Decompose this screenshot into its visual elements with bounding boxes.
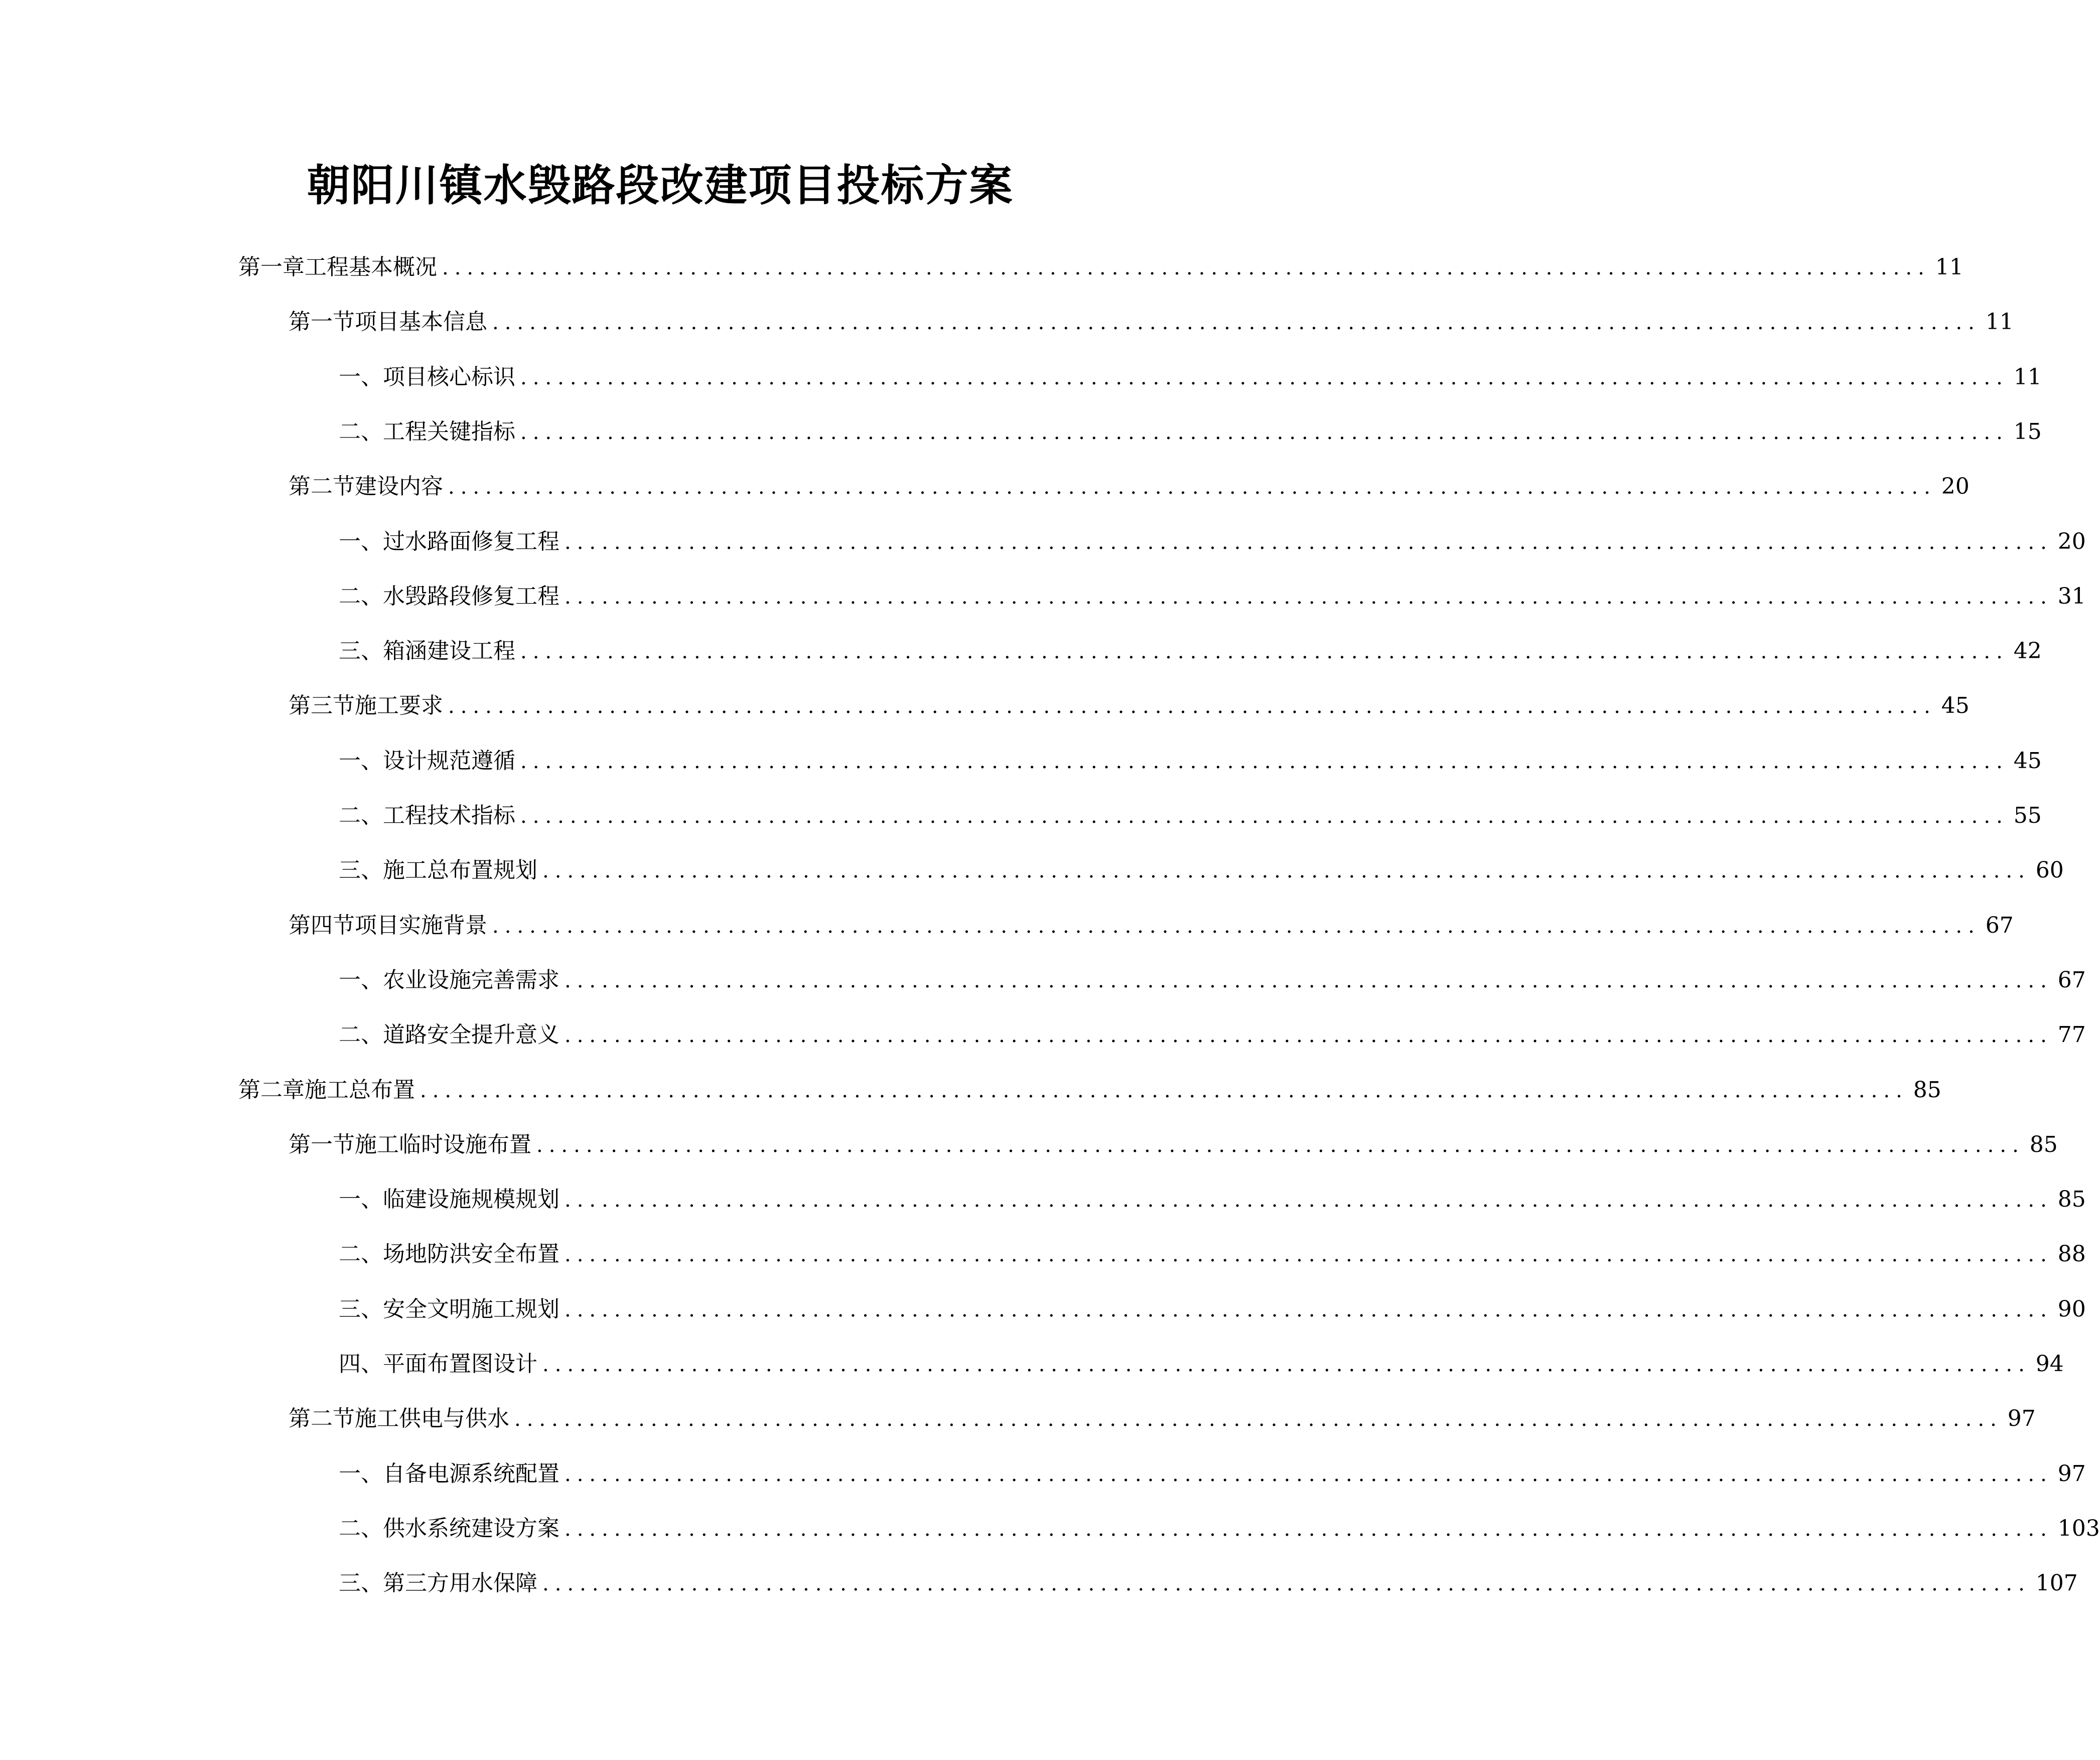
toc-entry-number: 二、 xyxy=(339,803,383,828)
toc-entry-number: 三、 xyxy=(339,638,383,664)
toc-entry[interactable] xyxy=(339,634,2042,669)
toc-entry[interactable] xyxy=(289,908,2014,943)
toc-entry-title: 施工临时设施布置 xyxy=(355,1132,531,1157)
toc-entry-number: 一、 xyxy=(339,1461,383,1487)
toc-entry-title: 项目核心标识 xyxy=(383,364,515,390)
toc-dot-leader: ........................................................................................................................ xyxy=(542,859,2031,883)
toc-entry[interactable] xyxy=(339,1017,2086,1053)
toc-dot-leader: ........................................................................................................................ xyxy=(565,531,2053,554)
toc-entry-title: 施工供电与供水 xyxy=(355,1406,509,1431)
toc-entry[interactable] xyxy=(289,1127,2058,1162)
toc-entry-number: 二、 xyxy=(339,419,383,445)
toc-entry[interactable] xyxy=(339,853,2064,888)
toc-entry-title: 第三方用水保障 xyxy=(383,1570,537,1596)
toc-entry[interactable] xyxy=(339,1566,2078,1601)
toc-dot-leader: ........................................................................................................................ xyxy=(520,805,2009,828)
toc-entry-page-number: 55 xyxy=(2013,803,2042,828)
toc-dot-leader: ........................................................................................................................ xyxy=(565,1463,2053,1486)
toc-dot-leader: ........................................................................................................................ xyxy=(565,1024,2053,1047)
toc-dot-leader: ........................................................................................................................ xyxy=(565,1243,2053,1266)
toc-entry-page-number: 85 xyxy=(1913,1077,1941,1103)
toc-entry-number: 二、 xyxy=(339,583,383,609)
toc-entry-number: 第一节 xyxy=(289,309,355,335)
toc-entry[interactable] xyxy=(339,744,2042,779)
toc-entry-page-number: 94 xyxy=(2035,1351,2064,1377)
toc-entry[interactable] xyxy=(339,1347,2064,1382)
toc-dot-leader: ........................................................................................................................ xyxy=(448,476,1936,499)
toc-entry[interactable] xyxy=(339,1511,2100,1546)
toc-entry-number: 三、 xyxy=(339,1296,383,1322)
toc-entry-title: 道路安全提升意义 xyxy=(383,1022,559,1048)
toc-dot-leader: ........................................................................................................................ xyxy=(492,311,1981,334)
toc-entry-title: 工程技术指标 xyxy=(383,803,515,828)
toc-entry[interactable] xyxy=(339,1292,2086,1327)
toc-dot-leader: ........................................................................................................................ xyxy=(520,366,2009,389)
toc-dot-leader: ........................................................................................................................ xyxy=(565,1298,2053,1322)
toc-entry-page-number: 31 xyxy=(2057,583,2086,609)
toc-dot-leader: ........................................................................................................................ xyxy=(514,1408,2003,1431)
toc-entry[interactable] xyxy=(289,1401,2036,1436)
toc-entry-page-number: 107 xyxy=(2035,1570,2078,1596)
toc-entry-title: 建设内容 xyxy=(355,474,443,499)
toc-entry[interactable] xyxy=(339,524,2086,559)
toc-entry[interactable] xyxy=(339,1182,2086,1217)
toc-dot-leader: ........................................................................................................................ xyxy=(448,695,1936,718)
toc-entry-number: 第二节 xyxy=(289,474,355,499)
toc-entry-number: 三、 xyxy=(339,857,383,883)
toc-entry-number: 二、 xyxy=(339,1022,383,1048)
toc-entry-number: 第二章 xyxy=(238,1077,305,1103)
toc-entry-page-number: 42 xyxy=(2013,638,2042,664)
toc-dot-leader: ........................................................................................................................ xyxy=(520,640,2009,663)
toc-entry[interactable] xyxy=(339,1237,2086,1272)
toc-dot-leader: ........................................................................................................................ xyxy=(536,1134,2025,1157)
toc-dot-leader: ........................................................................................................................ xyxy=(542,1353,2031,1376)
toc-entry-title: 箱涵建设工程 xyxy=(383,638,515,664)
toc-entry-title: 临建设施规模规划 xyxy=(383,1187,559,1212)
toc-entry-number: 一、 xyxy=(339,967,383,993)
toc-entry-number: 第一章 xyxy=(238,254,305,280)
toc-entry-page-number: 103 xyxy=(2057,1516,2100,1541)
toc-entry[interactable] xyxy=(289,688,1970,723)
toc-entry-number: 第四节 xyxy=(289,913,355,938)
document-title: 朝阳川镇水毁路段改建项目投标方案 xyxy=(307,160,1014,211)
toc-entry-title: 项目实施背景 xyxy=(355,913,487,938)
toc-entry-title: 农业设施完善需求 xyxy=(383,967,559,993)
toc-entry-page-number: 45 xyxy=(1941,693,1970,718)
toc-entry-page-number: 97 xyxy=(2007,1406,2036,1431)
toc-entry-number: 一、 xyxy=(339,529,383,554)
toc-entry[interactable] xyxy=(339,360,2042,395)
toc-entry-number: 二、 xyxy=(339,1516,383,1541)
toc-entry-page-number: 67 xyxy=(1985,913,2014,938)
toc-entry-title: 工程基本概况 xyxy=(305,254,437,280)
toc-entry-title: 安全文明施工规划 xyxy=(383,1296,559,1322)
toc-entry-number: 二、 xyxy=(339,1241,383,1267)
toc-entry-title: 工程关键指标 xyxy=(383,419,515,445)
toc-entry-page-number: 97 xyxy=(2057,1461,2086,1487)
toc-entry[interactable] xyxy=(289,305,2014,340)
toc-dot-leader: ........................................................................................................................ xyxy=(520,750,2009,773)
toc-dot-leader: ........................................................................................................................ xyxy=(442,256,1930,279)
toc-entry-page-number: 90 xyxy=(2057,1296,2086,1322)
toc-entry[interactable] xyxy=(238,1073,1941,1108)
toc-entry-number: 第二节 xyxy=(289,1406,355,1431)
toc-entry-page-number: 11 xyxy=(2013,364,2042,390)
toc-entry-page-number: 67 xyxy=(2057,967,2086,993)
toc-entry[interactable] xyxy=(339,414,2042,450)
toc-dot-leader: ........................................................................................................................ xyxy=(565,1518,2053,1541)
toc-entry-page-number: 85 xyxy=(2057,1187,2086,1212)
toc-entry-page-number: 45 xyxy=(2013,748,2042,774)
toc-entry-number: 一、 xyxy=(339,364,383,390)
toc-entry-page-number: 11 xyxy=(1985,309,2014,335)
toc-entry-title: 场地防洪安全布置 xyxy=(383,1241,559,1267)
toc-dot-leader: ........................................................................................................................ xyxy=(520,421,2009,444)
toc-dot-leader: ........................................................................................................................ xyxy=(542,1572,2031,1595)
toc-entry-page-number: 85 xyxy=(2029,1132,2058,1157)
toc-entry[interactable] xyxy=(289,469,1970,504)
toc-entry-title: 平面布置图设计 xyxy=(383,1351,537,1377)
toc-entry-page-number: 11 xyxy=(1935,254,1964,280)
toc-entry-title: 水毁路段修复工程 xyxy=(383,583,559,609)
toc-entry[interactable] xyxy=(339,798,2042,833)
toc-entry-title: 自备电源系统配置 xyxy=(383,1461,559,1487)
toc-entry-title: 施工要求 xyxy=(355,693,443,718)
toc-entry-title: 供水系统建设方案 xyxy=(383,1516,559,1541)
toc-entry-number: 三、 xyxy=(339,1570,383,1596)
toc-entry-title: 过水路面修复工程 xyxy=(383,529,559,554)
toc-entry-number: 一、 xyxy=(339,748,383,774)
toc-dot-leader: ........................................................................................................................ xyxy=(565,585,2053,609)
toc-dot-leader: ........................................................................................................................ xyxy=(420,1079,1908,1102)
toc-dot-leader: ........................................................................................................................ xyxy=(565,1189,2053,1212)
toc-entry-page-number: 77 xyxy=(2057,1022,2086,1048)
toc-entry-number: 第一节 xyxy=(289,1132,355,1157)
toc-entry[interactable] xyxy=(339,1456,2086,1492)
toc-entry-number: 第三节 xyxy=(289,693,355,718)
toc-entry-page-number: 60 xyxy=(2035,857,2064,883)
toc-entry-page-number: 20 xyxy=(2057,529,2086,554)
toc-entry-number: 四、 xyxy=(339,1351,383,1377)
toc-entry-page-number: 15 xyxy=(2013,419,2042,445)
toc-entry[interactable] xyxy=(339,579,2086,614)
toc-entry-title: 项目基本信息 xyxy=(355,309,487,335)
toc-dot-leader: ........................................................................................................................ xyxy=(565,969,2053,992)
toc-entry[interactable] xyxy=(238,250,1964,285)
toc-entry-page-number: 88 xyxy=(2057,1241,2086,1267)
toc-entry-page-number: 20 xyxy=(1941,474,1970,499)
toc-entry-title: 施工总布置 xyxy=(305,1077,415,1103)
toc-entry-title: 设计规范遵循 xyxy=(383,748,515,774)
toc-entry-title: 施工总布置规划 xyxy=(383,857,537,883)
toc-entry-number: 一、 xyxy=(339,1187,383,1212)
toc-entry[interactable] xyxy=(339,963,2086,998)
toc-dot-leader: ........................................................................................................................ xyxy=(492,915,1981,938)
